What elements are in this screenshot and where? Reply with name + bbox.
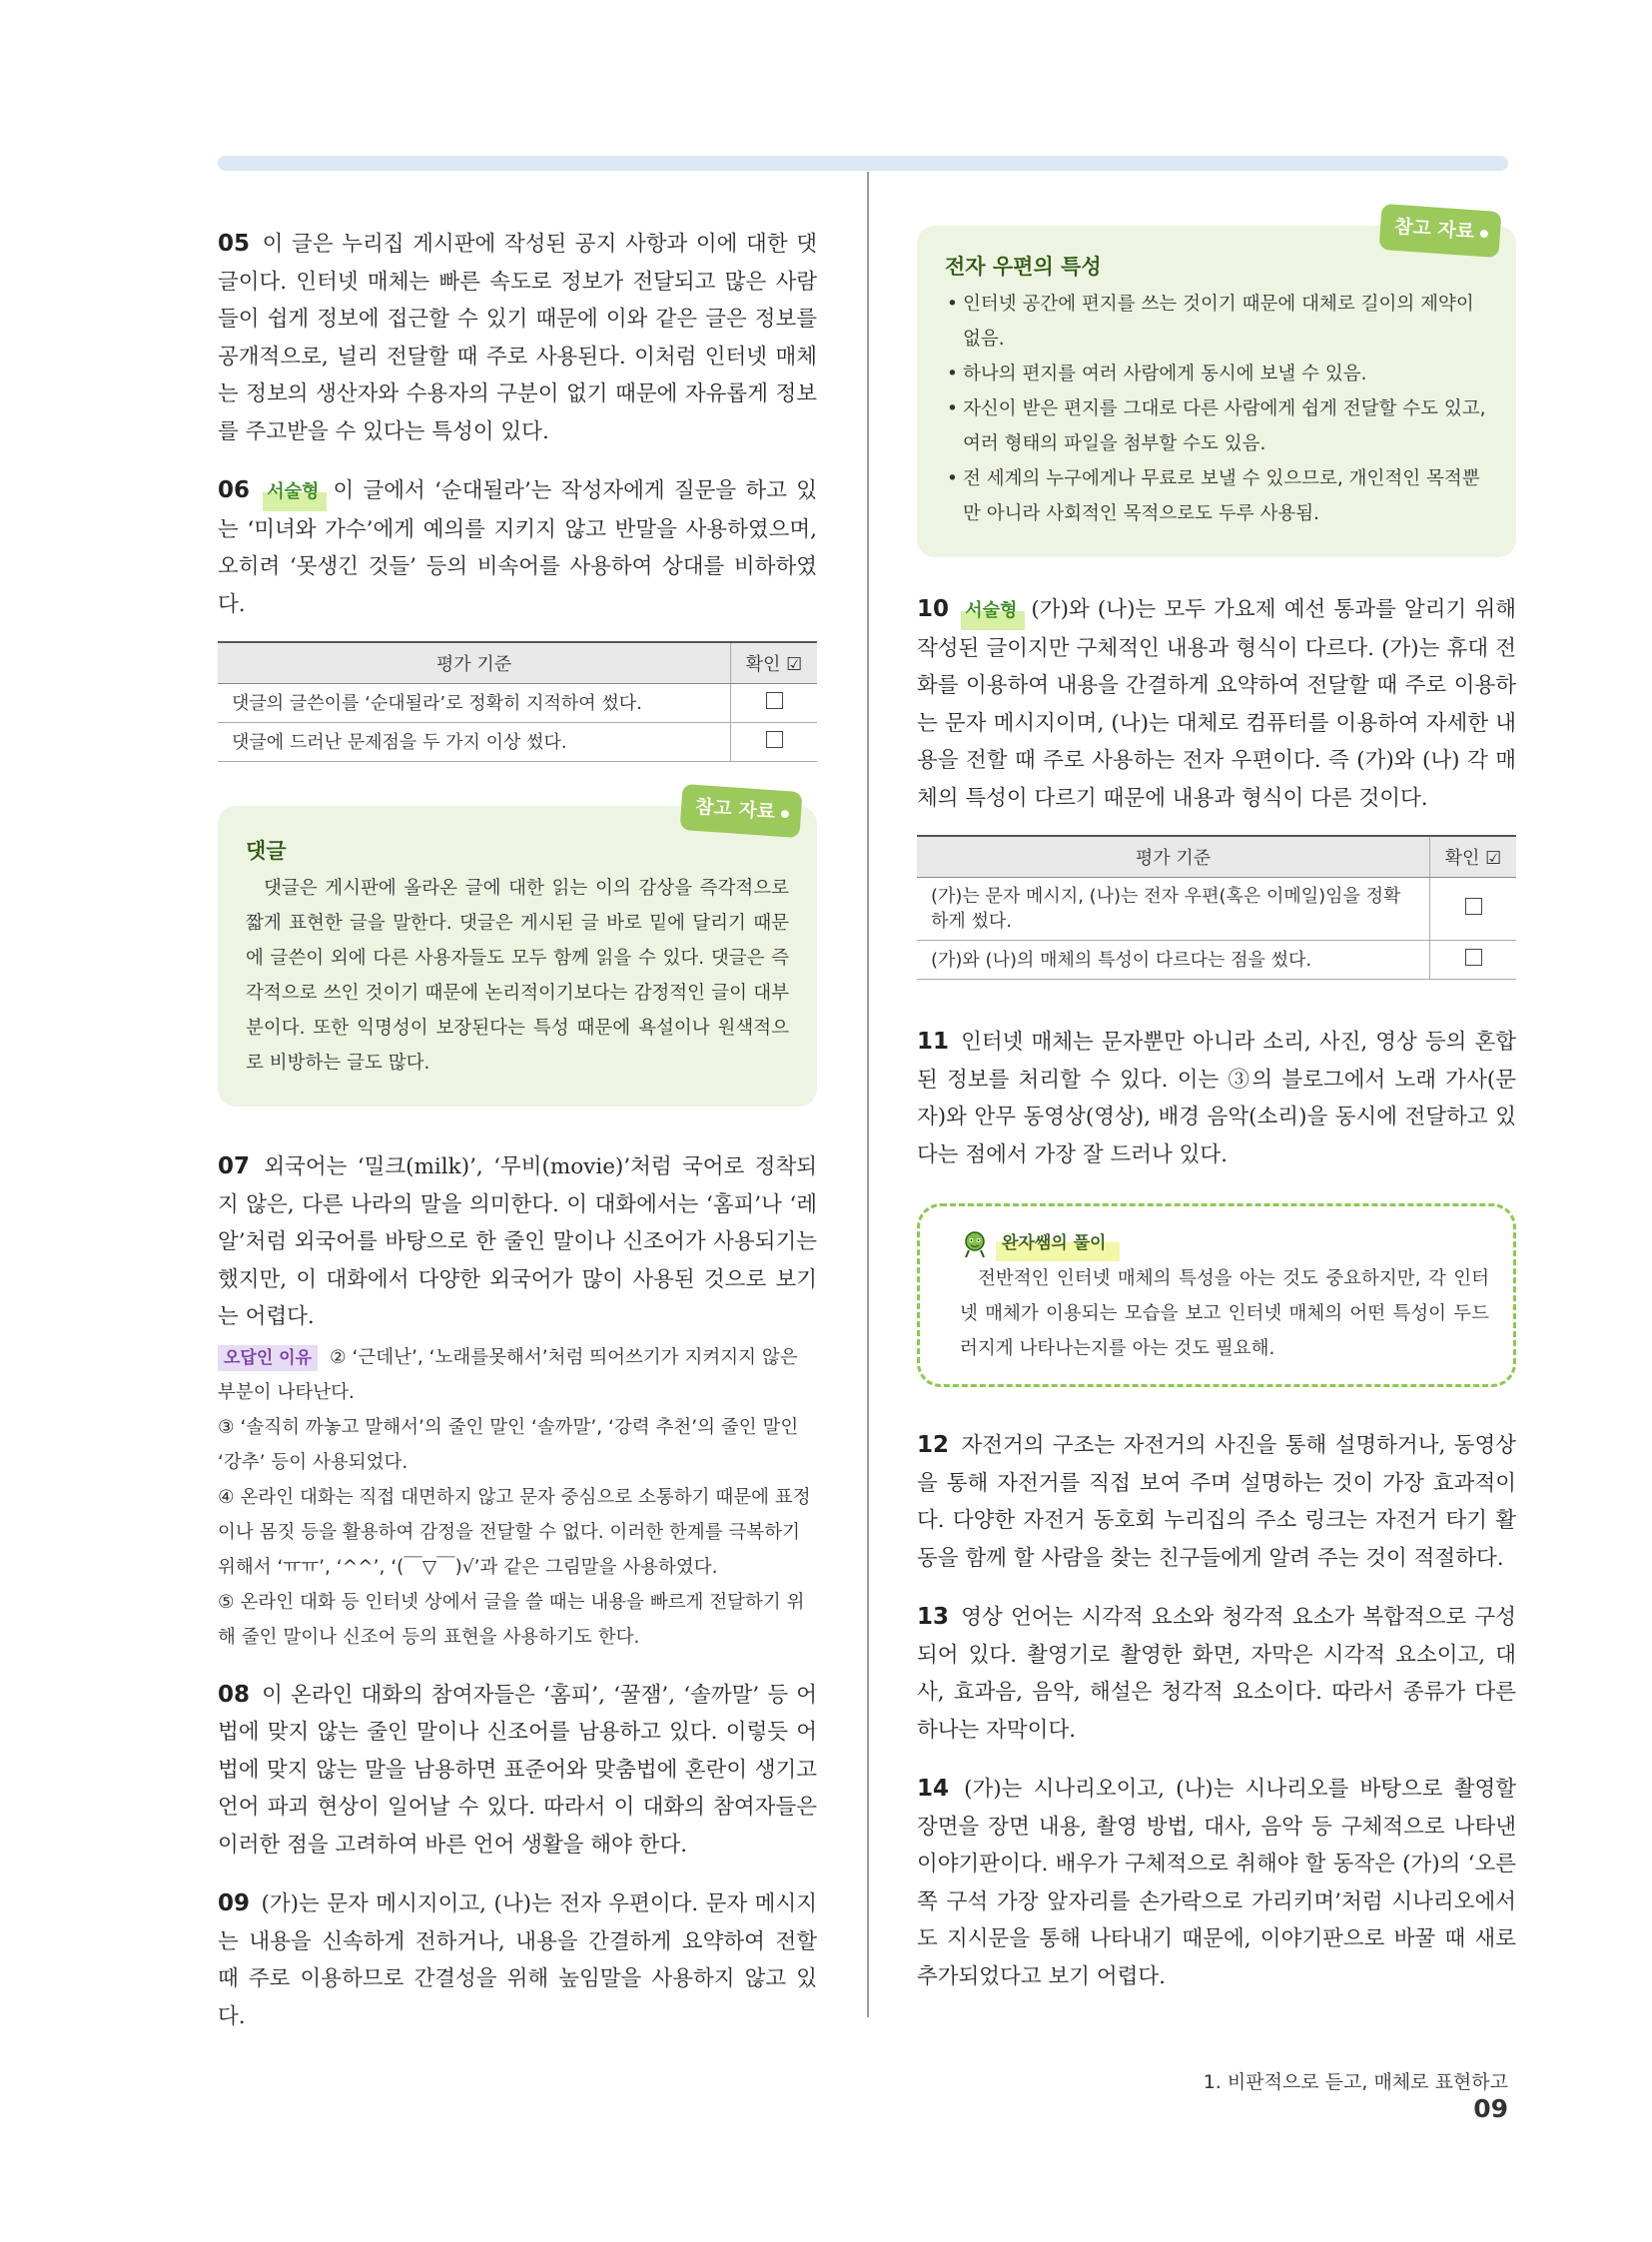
answer-10: 10 서술형 (가)와 (나)는 모두 가요제 예선 통과를 알리기 위해 작성된 글이지만 구체적인 내용과 형식이 다르다. (가)는 휴대 전화를 이용하여 내용을 간결하게 요약하여 전달할 때 주로 이용하는 문자 메시지이며, (나)는 대체로 컴퓨터를 이용하여 자세한 내용을 전할 때 주로 사용하는 전자 우편이다. 즉 (가)와 (나) 각 매체의 특성이 다르기 때문에 내용과 형식이 다른 것이다.	[917, 591, 1516, 817]
tip-title: 완자쌤의 풀이	[996, 1226, 1120, 1261]
column-divider	[867, 172, 869, 2017]
reference-badge: 참고 자료	[680, 784, 803, 838]
reference-box-email	[917, 215, 1516, 557]
table-row: 댓글의 글쓴이를 ‘순대될라’로 정확히 지적하여 썼다.	[218, 684, 817, 723]
list-item: • 자신이 받은 편지를 그대로 다른 사람에게 쉽게 전달할 수도 있고, 여러 형태의 파일을 첨부할 수도 있음.	[945, 391, 1488, 461]
answer-08: 08 이 온라인 대화의 참여자들은 ‘홈피’, ‘꿀잼’, ‘솔까말’ 등 어법에 맞지 않는 줄인 말이나 신조어를 남용하고 있다. 이렇듯 어법에 맞지 않는 말을 남용하면 표준어와 맞춤법에 혼란이 생기고 언어 파괴 현상이 일어날 수 있다. 따라서 이 대화의 참여자들은 이러한 점을 고려하여 바른 언어 생활을 해야 한다.	[218, 1681, 818, 1858]
answer-09: 09 (가)는 문자 메시지이고, (나)는 전자 우편이다. 문자 메시지는 내용을 신속하게 전하거나, 내용을 간결하게 요약하여 전할 때 주로 이용하므로 간결성을 위해 높임말을 사용하지 않고 있다.	[218, 1890, 817, 2029]
table-row: (가)와 (나)의 매체의 특성이 다르다는 점을 썼다.	[917, 941, 1516, 980]
page-number: 09	[1473, 2094, 1508, 2123]
reference-list	[945, 287, 1488, 531]
reference-box-comment	[218, 795, 817, 1107]
list-item: • 인터넷 공간에 편지를 쓰는 것이기 때문에 대체로 길이의 제약이 없음.	[945, 287, 1488, 357]
right-column	[917, 215, 1516, 2017]
teacher-tip-box	[917, 1203, 1516, 1387]
checkbox[interactable]	[766, 731, 783, 748]
reference-title: 댓글	[246, 839, 287, 863]
criteria-header: 평가 기준	[917, 836, 1430, 878]
wrong-reason-tag: 오답인 이유	[218, 1345, 318, 1371]
list-item: • 하나의 편지를 여러 사람에게 동시에 보낼 수 있음.	[945, 357, 1488, 391]
check-header: 확인 ☑	[731, 642, 818, 684]
badge-dot-icon	[781, 809, 790, 818]
evaluation-table-06	[218, 641, 817, 762]
reference-badge: 참고 자료	[1379, 204, 1502, 258]
answer-07: 07 외국어는 ‘밀크(milk)’, ‘무비(movie)’처럼 국어로 정착되지 않은, 다른 나라의 말을 의미한다. 이 대화에서는 ‘홈피’나 ‘레알’처럼 외국어를 바탕으로 한 줄인 말이나 신조어가 사용되기는 했지만, 이 대화에서 다양한 외국어가 많이 사용된 것으로 보기는 어렵다.	[218, 1153, 817, 1329]
tip-text: 전반적인 인터넷 매체의 특성을 아는 것도 중요하지만, 각 인터넷 매체가 이용되는 모습을 보고 인터넷 매체의 어떤 특성이 두드러지게 나타나는지를 아는 것도 필요해.	[960, 1268, 1489, 1359]
check-header: 확인 ☑	[1430, 836, 1517, 878]
list-item: • 전 세계의 누구에게나 무료로 보낼 수 있으므로, 개인적인 목적뿐만 아니라 사회적인 목적으로도 두루 사용됨.	[945, 461, 1488, 531]
reference-title: 전자 우편의 특성	[945, 255, 1102, 279]
essay-type-tag: 서술형	[961, 592, 1025, 630]
reference-text: 댓글은 게시판에 올라온 글에 대한 읽는 이의 감상을 즉각적으로 짧게 표현한 글을 말한다. 댓글은 게시된 글 바로 밑에 달리기 때문에 글쓴이 외에 다른 사용자들도 모두 함께 읽을 수 있다. 댓글은 즉각적으로 쓰인 것이기 때문에 논리적이기보다는 감정적인 글이 대부분이다. 또한 익명성이 보장된다는 특성 때문에 욕설이나 원색적으로 비방하는 글도 많다.	[246, 878, 789, 1074]
criteria-header: 평가 기준	[218, 642, 731, 684]
checkbox[interactable]	[1465, 898, 1482, 915]
wrong-answer-reasons: 오답인 이유 ② ‘근데난’, ‘노래를못해서’처럼 띄어쓰기가 지켜지지 않은 부분이 나타난다. ③ ‘솔직히 까놓고 말해서’의 줄인 말인 ‘솔까말’, ‘강력 추천’의 줄인 말인 ‘강추’ 등이 사용되었다. ④ 온라인 대화는 직접 대면하지 않고 문자 중심으로 소통하기 때문에 표정이나 몸짓 등을 활용하여 감정을 전달할 수 없다. 이러한 한계를 극복하기 위해서 ‘ㅠㅠ’, ‘^^’, ‘(￣▽￣)√’과 같은 그림말을 사용하였다. ⑤ 온라인 대화 등 인터넷 상에서 글을 쓸 때는 내용을 빠르게 전달하기 위해 줄인 말이나 신조어 등의 표현을 사용하기도 한다.	[218, 1346, 811, 1648]
page-footer	[1169, 2067, 1508, 2123]
answer-11: 11 인터넷 매체는 문자뿐만 아니라 소리, 사진, 영상 등의 혼합된 정보를 처리할 수 있다. 이는 ③의 블로그에서 노래 가사(문자)와 안무 동영상(영상), 배경 음악(소리)을 동시에 전달하고 있다는 점에서 가장 잘 드러나 있다.	[917, 1029, 1516, 1167]
left-column	[218, 226, 817, 2057]
chapter-title: 1. 비판적으로 듣고, 매체로 표현하고	[1203, 2071, 1508, 2093]
answer-05: 05 이 글은 누리집 게시판에 작성된 공지 사항과 이에 대한 댓글이다. 인터넷 매체는 빠른 속도로 정보가 전달되고 많은 사람들이 쉽게 정보에 접근할 수 있기 때문에 이와 같은 글은 정보를 공개적으로, 널리 전달할 때 주로 사용된다. 이처럼 인터넷 매체는 정보의 생산자와 수용자의 구분이 없기 때문에 자유롭게 정보를 주고받을 수 있다는 특성이 있다.	[218, 231, 817, 444]
evaluation-table-10	[917, 835, 1516, 980]
checkbox[interactable]	[1465, 949, 1482, 966]
badge-dot-icon	[1480, 229, 1489, 238]
top-header-bar	[218, 156, 1508, 171]
checkbox[interactable]	[766, 692, 783, 709]
answer-06: 06 서술형 이 글에서 ‘순대될라’는 작성자에게 질문을 하고 있는 ‘미녀와 가수’에게 예의를 지키지 않고 반말을 사용하였으며, 오히려 ‘못생긴 것들’ 등의 비속어를 사용하여 상대를 비하하였다.	[218, 472, 817, 623]
answer-12: 12 자전거의 구조는 자전거의 사진을 통해 설명하거나, 동영상을 통해 자전거를 직접 보여 주며 설명하는 것이 가장 효과적이다. 다양한 자전거 동호회 누리집의 주소 링크는 자전거 타기 활동을 함께 할 사람을 찾는 친구들에게 알려 주는 것이 적절하다.	[917, 1432, 1516, 1571]
essay-type-tag: 서술형	[263, 473, 327, 511]
answer-13: 13 영상 언어는 시각적 요소와 청각적 요소가 복합적으로 구성되어 있다. 촬영기로 촬영한 화면, 자막은 시각적 요소이고, 대사, 효과음, 음악, 해설은 청각적 요소이다. 따라서 종류가 다른 하나는 자막이다.	[917, 1604, 1516, 1743]
table-row: (가)는 문자 메시지, (나)는 전자 우편(혹은 이메일)임을 정확하게 썼다.	[917, 878, 1516, 941]
answer-14: 14 (가)는 시나리오이고, (나)는 시나리오를 바탕으로 촬영할 장면을 장면 내용, 촬영 방법, 대사, 음악 등 구체적으로 나타낸 이야기판이다. 배우가 구체적으로 취해야 할 동작은 (가)의 ‘오른쪽 구석 가장 앞자리를 손가락으로 가리키며’처럼 시나리오에서도 지시문을 통해 나타내기 때문에, 이야기판으로 바꿀 때 새로 추가되었다고 보기 어렵다.	[917, 1776, 1516, 1989]
mascot-icon	[960, 1229, 990, 1259]
table-row: 댓글에 드러난 문제점을 두 가지 이상 썼다.	[218, 723, 817, 762]
